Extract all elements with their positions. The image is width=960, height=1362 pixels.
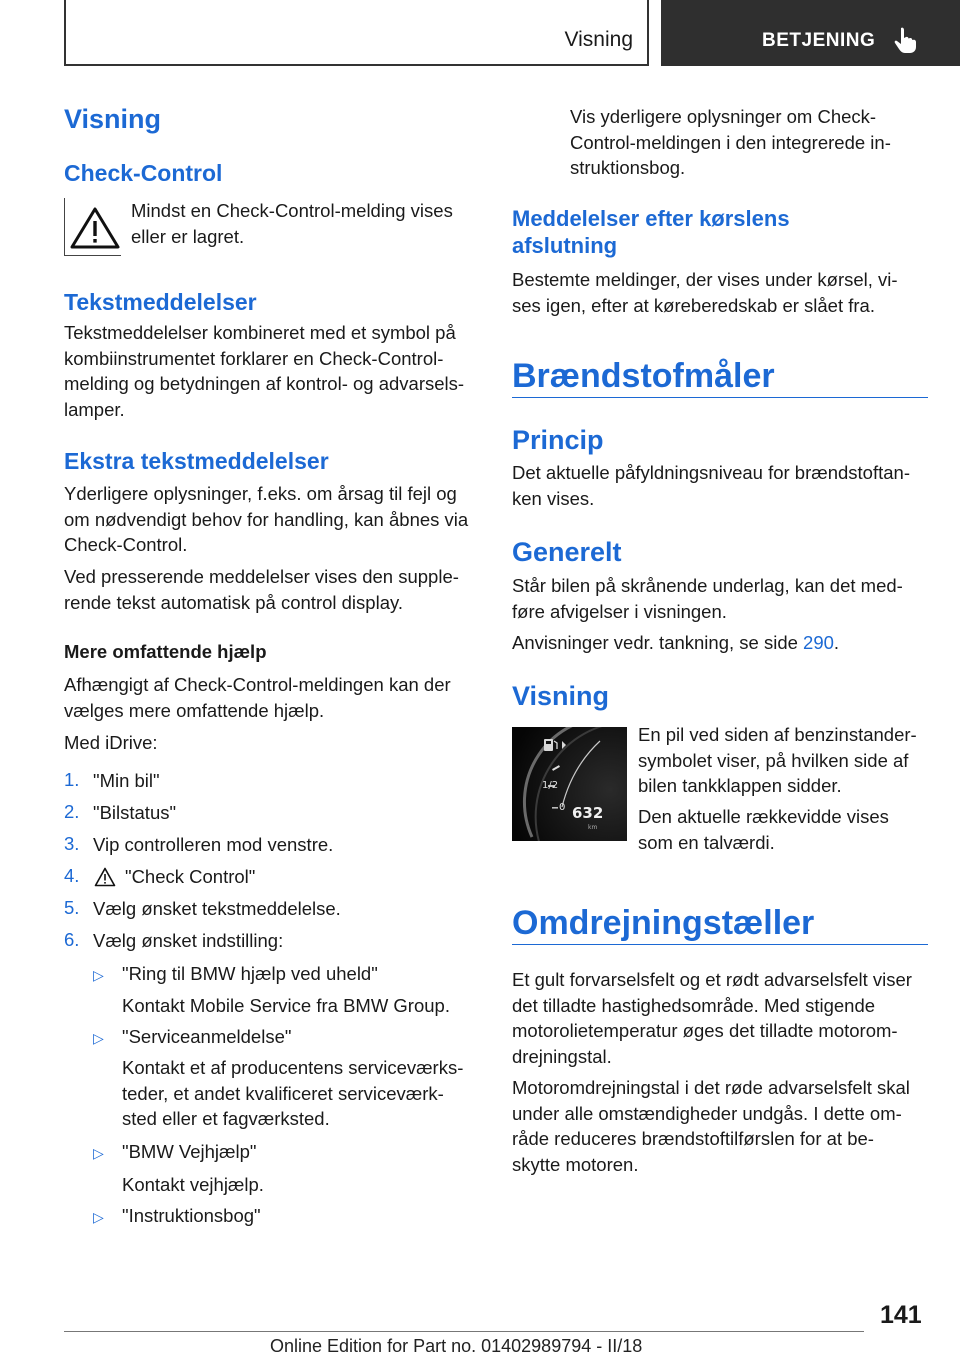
tekstmeddelelser-text: Tekstmeddelelser kombineret med et symbol på kombiinstrumentet forklarer en Check-Control- melding og betydningen af kontrol- og advarsels- lamper. [64,322,465,420]
step-number: 5. [64,897,80,918]
tankning-reference: Anvisninger vedr. tankning, se side 290. [512,632,840,653]
omdrej-text-1: Et gult forvarselsfelt og et rødt advarselsfelt viser det tilladte hastighedsområde. Med stigende motorolietemperatur øges det tilladte motorom- drejningstal. [512,969,912,1067]
step-text: "Bilstatus" [93,802,177,823]
visning-text-2: Den aktuelle rækkevidde vises som en talværdi. [638,806,889,853]
option-desc: Kontakt vejhjælp. [122,1174,264,1195]
step-number: 3. [64,833,80,854]
header-chapter-title: BETJENING [762,30,876,51]
hjaelp-text: Afhængigt af Check-Control-meldingen kan der vælges mere omfattende hjælp. [64,674,451,721]
generelt-heading: Generelt [512,537,622,567]
gauge-range-unit: km [588,824,598,831]
option-title: "Ring til BMW hjælp ved uheld" [122,963,378,984]
warning-icon-box [64,198,121,256]
option-desc: Kontakt et af producentens serviceværks- teder, et andet kvalificeret serviceværk- sted eller et fagværksted. [122,1057,464,1129]
fuel-gauge-image [512,727,627,841]
step-text: Vælg ønsket indstilling: [93,930,284,951]
ekstra-heading: Ekstra tekstmeddelelser [64,448,329,474]
omdrejningstaeller-rule [512,944,928,945]
visning-subheading: Visning [512,681,610,711]
omdrejningstaeller-title: Omdrejningstæller [512,904,815,942]
warning-triangle-icon [69,206,121,250]
ekstra-text-2: Ved presserende meddelelser vises den supple- rende tekst automatisk på control display. [64,566,459,613]
bullet-triangle-icon: ▷ [93,967,104,983]
step-number: 6. [64,929,80,950]
braendstof-title: Brændstofmåler [512,357,775,395]
omdrej-text-2: Motoromdrejningstal i det røde advarselsfelt skal under alle omstændigheder undgås. I dette om- råde reduceres brændstoftilførslen for at be- skytte motoren. [512,1077,910,1175]
step-number: 4. [64,865,80,886]
step-text: "Check Control" [125,866,256,887]
header-section-title: Visning [564,28,633,51]
step-text: Vip controlleren mod venstre. [93,834,334,855]
page-ref-link[interactable]: 290 [803,632,834,653]
fuel-gauge-drawing [512,727,627,841]
braendstof-rule [512,397,928,398]
gauge-zero-label: 0 [559,802,566,813]
check-control-heading: Check-Control [64,160,223,186]
footer-edition: Online Edition for Part no. 01402989794 - II/18 [270,1336,643,1356]
pointing-hand-icon [893,26,919,54]
bullet-triangle-icon: ▷ [93,1145,104,1161]
option-title: "BMW Vejhjælp" [122,1141,257,1162]
gauge-range-value: 632 [572,804,604,822]
idrive-label: Med iDrive: [64,732,158,753]
option-title: "Serviceanmeldelse" [122,1026,292,1047]
small-warning-icon [94,867,116,887]
step-text: "Min bil" [93,770,160,791]
visning-title: Visning [64,104,162,134]
footer-rule [64,1331,864,1332]
meddelelser-text: Bestemte meldinger, der vises under kørsel, vi- ses igen, efter at køreberedskab er slået fra. [512,269,898,316]
meddelelser-heading: Meddelelser efter kørslens afslutning [512,206,790,258]
hjaelp-heading: Mere omfattende hjælp [64,641,267,662]
option-title: "Instruktionsbog" [122,1205,261,1226]
princip-heading: Princip [512,425,604,455]
bullet-triangle-icon: ▷ [93,1030,104,1046]
visning-text-1: En pil ved siden af benzinstander- symbolet viser, på hvilken side af bilen tankklappen sidder. [638,724,917,796]
header-section-box [64,0,649,66]
option-desc: Kontakt Mobile Service fra BMW Group. [122,995,450,1016]
page-number: 141 [880,1301,922,1329]
step-number: 1. [64,769,80,790]
bullet-triangle-icon: ▷ [93,1209,104,1225]
ekstra-text-1: Yderligere oplysninger, f.eks. om årsag til fejl og om nødvendigt behov for handling, kan åbnes via Check-Control. [64,483,469,555]
princip-text: Det aktuelle påfyldningsniveau for brændstoftan- ken vises. [512,462,910,509]
tekstmeddelelser-heading: Tekstmeddelelser [64,289,257,315]
gauge-half-label: 1/2 [542,780,559,791]
generelt-text: Står bilen på skrånende underlag, kan det med- føre afvigelser i visningen. [512,575,903,622]
step-number: 2. [64,801,80,822]
step-text: Vælg ønsket tekstmeddelelse. [93,898,341,919]
continued-text: Vis yderligere oplysninger om Check- Control-meldingen i den integrerede in- struktionsbog. [570,106,891,178]
check-control-text: Mindst en Check-Control-melding vises eller er lagret. [131,200,453,247]
